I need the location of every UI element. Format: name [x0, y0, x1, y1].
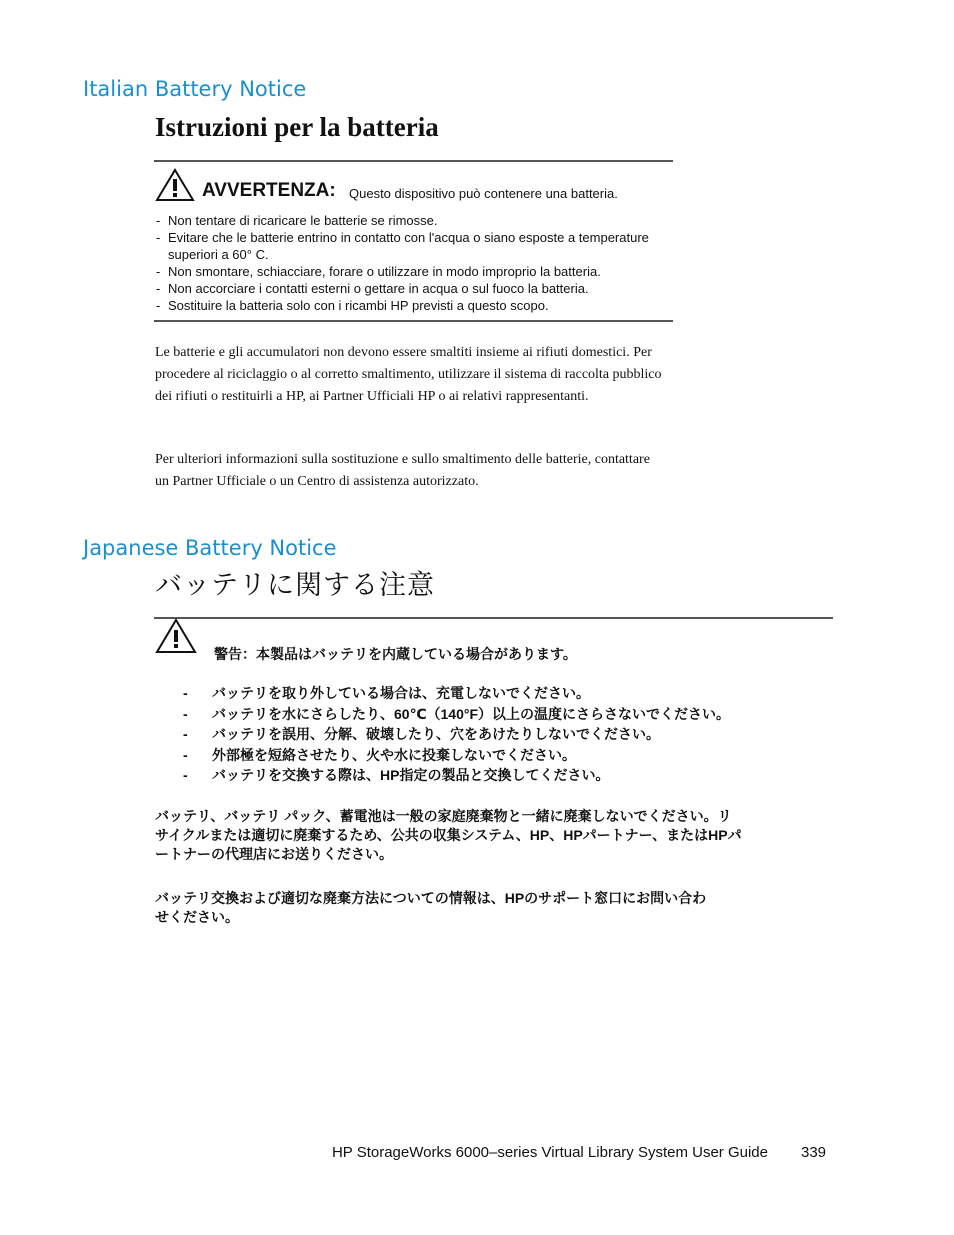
list-item: - 外部極を短絡させたり、火や水に投棄しないでください。: [183, 745, 730, 766]
italian-warning-list: [155, 212, 665, 314]
warning-triangle-icon: [155, 618, 197, 654]
footer-page-number: 339: [801, 1144, 827, 1161]
list-item: - バッテリを交換する際は、HP指定の製品と交換してください。: [183, 765, 730, 786]
footer-document-title: HP StorageWorks 6000–series Virtual Library System User Guide: [331, 1144, 768, 1161]
japanese-warning-list: [183, 683, 730, 786]
list-item: - Evitare che le batterie entrino in contatto con l'acqua o siano esposte a temperature superiori a 60° C.: [155, 229, 658, 263]
japanese-notice-title: バッテリに関する注意: [155, 570, 435, 601]
japanese-disposal-paragraph: バッテリ、バッテリ パック、蓄電池は一般の家庭廃棄物と一緒に廃棄しないでください。リサイクルまたは適切に廃棄するため、公共の収集システム、HP、HPパートナー、またはHPパートナーの代理店にお送りください。: [155, 808, 742, 862]
italian-info-paragraph: Per ulteriori informazioni sulla sostituzione e sullo smaltimento delle batterie, contattare un Partner Ufficiale o un Centro di assistenza autorizzato.: [155, 452, 650, 489]
list-item: - Non tentare di ricaricare le batterie se rimosse.: [155, 212, 665, 229]
italian-bottom-rule: [154, 320, 673, 322]
italian-section-heading: Italian Battery Notice: [83, 77, 307, 101]
list-item: - バッテリを水にさらしたり、60℃（140°F）以上の温度にさらさないでください。: [183, 704, 730, 725]
japanese-info-paragraph: バッテリ交換および適切な廃棄方法についての情報は、HPのサポート窓口にお問い合わせください。: [155, 890, 707, 925]
japanese-warning-text: 警告：本製品はバッテリを内蔵している場合があります。: [214, 646, 577, 662]
italian-notice-title: Istruzioni per la batteria: [155, 112, 439, 142]
list-item: - Non smontare, schiacciare, forare o utilizzare in modo improprio la batteria.: [155, 263, 665, 280]
japanese-section-heading: Japanese Battery Notice: [83, 536, 337, 560]
list-item: - Non accorciare i contatti esterni o gettare in acqua o sul fuoco la batteria.: [155, 280, 665, 297]
italian-warning-text: Questo dispositivo può contenere una batteria.: [349, 186, 618, 201]
list-item: - Sostituire la batteria solo con i ricambi HP previsti a questo scopo.: [155, 297, 665, 314]
italian-disposal-paragraph: Le batterie e gli accumulatori non devono essere smaltiti insieme ai rifiuti domestici. Per procedere al riciclaggio o al corretto smaltimento, utilizzare il sistema di raccolta pubblico dei rifiuti o restituirli a HP, ai Partner Ufficiali HP o ai relativi rappresentanti.: [155, 345, 662, 404]
warning-triangle-icon: [155, 168, 195, 202]
list-item: - バッテリを取り外している場合は、充電しないでください。: [183, 683, 730, 704]
japanese-top-rule: [154, 617, 833, 619]
italian-top-rule: [154, 160, 673, 162]
list-item: - バッテリを誤用、分解、破壊したり、穴をあけたりしないでください。: [183, 724, 730, 745]
italian-warning-label: AVVERTENZA:: [202, 180, 336, 201]
